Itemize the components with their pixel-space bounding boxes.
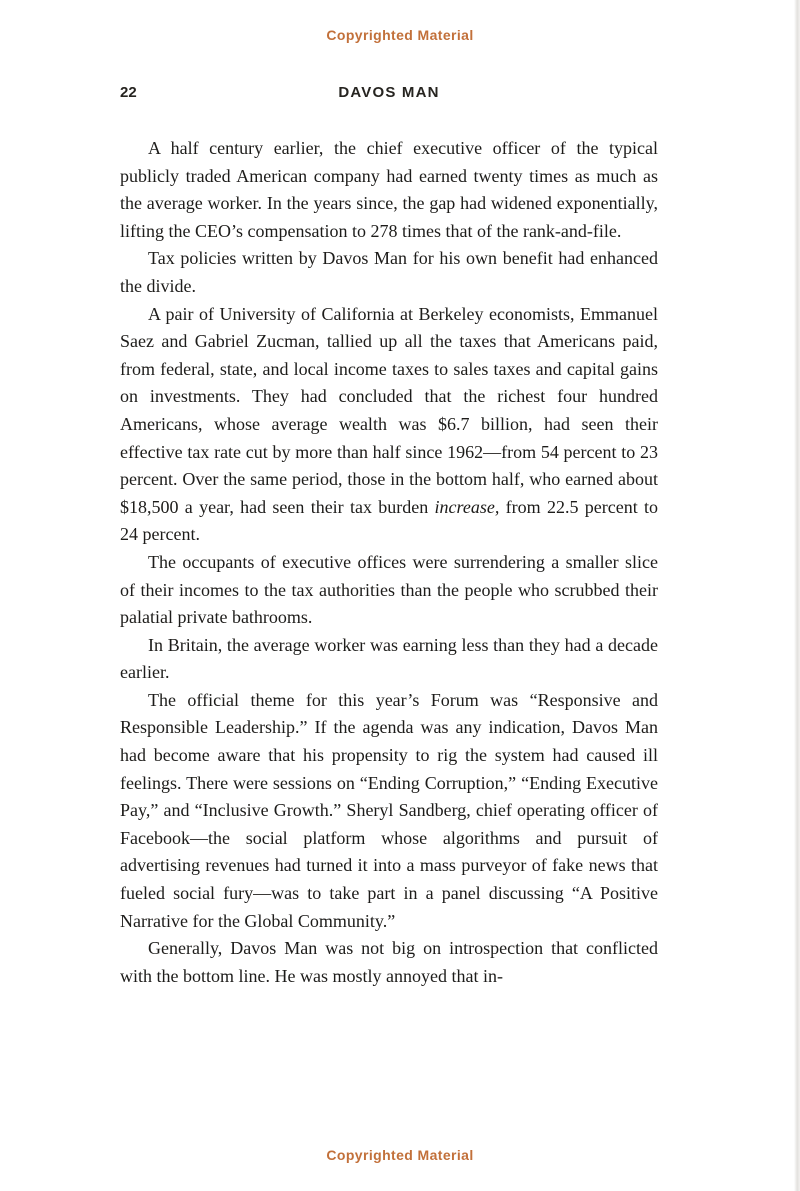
text-run: The occupants of executive offices were surrendering a smaller slice of their incomes to the tax authorities than the people who scrubbed their palatial private bathrooms. bbox=[120, 551, 658, 628]
page-edge bbox=[794, 0, 800, 1191]
text-run: from 22.5 percent to 24 percent. bbox=[120, 496, 658, 545]
body-text bbox=[120, 135, 658, 990]
paragraph bbox=[120, 301, 658, 549]
paragraph bbox=[120, 135, 658, 245]
text-run: The official theme for this year’s Forum was “Responsive and Responsible Leadership.” If the agenda was any indication, Davos Man had become aware that his propensity to rig the system had caused ill feelings. There were sessions on “Ending Corruption,” “Ending Executive Pay,” and “Inclusive Growth.” Sheryl Sandberg, chief operating officer of Facebook—the social platform whose algorithms and pursuit of advertising revenues had turned it into a mass purveyor of fake news that fueled social fury—was to take part in a panel discussing “A Positive Narrative for the Global Community.” bbox=[120, 689, 658, 931]
page-header bbox=[120, 84, 658, 101]
copyright-notice-top: Copyrighted Material bbox=[326, 27, 474, 43]
text-run: Tax policies written by Davos Man for his own benefit had enhanced the divide. bbox=[120, 248, 658, 296]
copyright-notice-bottom: Copyrighted Material bbox=[326, 1147, 474, 1163]
text-run: A half century earlier, the chief executive officer of the typical publicly traded American company had earned twenty times as much as the average worker. In the years since, the gap had widened exponentially, lifting the CEO’s compensation to 278 times that of the rank-and-file. bbox=[120, 138, 658, 241]
text-run: Generally, Davos Man was not big on introspection that conflicted with the bottom line. He was mostly annoyed that in- bbox=[120, 938, 658, 986]
text-run: A pair of University of California at Berkeley economists, Emmanuel Saez and Gabriel Zucman, tallied up all the taxes that Americans paid, from federal, state, and local income taxes to sales taxes and capital gains on investments. They had concluded that the richest four hundred Americans, whose average wealth was $6.7 billion, had seen their effective tax rate cut by more than half since 1962—from 54 percent to 23 percent. Over the same period, those in the bottom half, who earned about $18,500 a year, had seen their tax burden bbox=[120, 303, 658, 517]
italic-text-run: increase, bbox=[434, 496, 500, 517]
page-number: 22 bbox=[120, 84, 137, 101]
paragraph bbox=[120, 632, 658, 687]
paragraph bbox=[120, 935, 658, 990]
paragraph bbox=[120, 687, 658, 935]
paragraph bbox=[120, 549, 658, 632]
running-title: DAVOS MAN bbox=[338, 84, 440, 101]
text-run: In Britain, the average worker was earning less than they had a decade earlier. bbox=[120, 634, 658, 683]
paragraph bbox=[120, 245, 658, 300]
